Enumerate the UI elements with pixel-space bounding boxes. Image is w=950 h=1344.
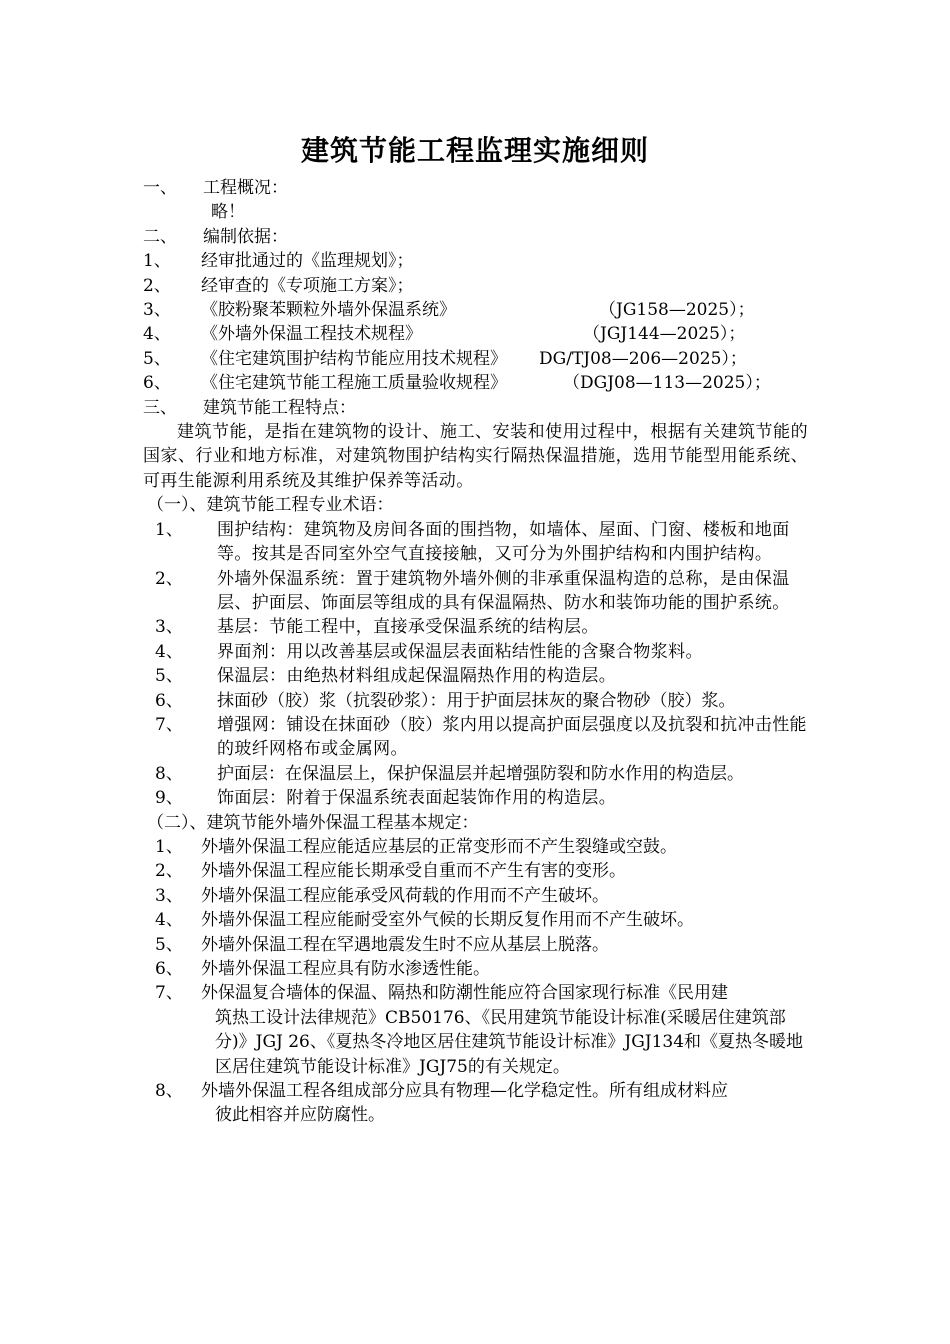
term-item <box>143 518 808 567</box>
term-item <box>143 762 808 786</box>
section-1-body <box>143 200 808 224</box>
section-3-paragraph: 建筑节能，是指在建筑物的设计、施工、安装和使用过程中，根据有关建筑节能的国家、行业和地方标准，对建筑物围护结构实行隔热保温措施，选用节能型用能系统、可再生能源利用系统及其维护保养等活动。 <box>143 422 808 491</box>
term-number: 7、 <box>155 714 183 735</box>
reference-name: 《胶粉聚苯颗粒外墙外保温系统》 <box>201 300 456 321</box>
rule-number: 6、 <box>155 959 183 979</box>
section-number: 三、 <box>143 397 177 418</box>
term-text: 增强网：铺设在抹面砂（胶）浆内用以提高护面层强度以及抗裂和抗冲击性能的玻纤网格布或金属网。 <box>217 714 807 760</box>
reference-name: 《住宅建筑围护结构节能应用技术规程》 <box>201 348 507 369</box>
rule-number: 1、 <box>155 836 183 857</box>
term-number: 5、 <box>155 666 183 687</box>
rule-item <box>143 859 808 883</box>
term-number: 8、 <box>155 763 183 784</box>
rule-text-continued: 彼此相容并应防腐性。 <box>215 1105 385 1126</box>
reference-item <box>143 249 808 273</box>
reference-number: 1、 <box>143 251 171 272</box>
document-body <box>143 176 808 1128</box>
section-number: 二、 <box>143 226 177 247</box>
rule-text: 外墙外保温工程应具有防水渗透性能。 <box>201 959 490 979</box>
rule-text: 外保温复合墙体的保温、隔热和防潮性能应符合国家现行标准《民用建 <box>201 983 728 1004</box>
rule-text: 外墙外保温工程各组成部分应具有物理—化学稳定性。所有组成材料应 <box>201 1081 728 1102</box>
rule-text-block <box>201 981 808 1079</box>
reference-code: （DGJ08—113—2025）； <box>563 373 771 394</box>
section-3-heading <box>143 396 808 420</box>
reference-number: 5、 <box>143 348 171 369</box>
reference-name: 《外墙外保温工程技术规程》 <box>201 324 422 345</box>
section-body-text: 略！ <box>211 202 245 223</box>
rule-item <box>143 908 808 932</box>
rule-text-block <box>201 1079 808 1128</box>
term-number: 3、 <box>155 617 183 638</box>
reference-item <box>143 371 808 395</box>
term-item <box>143 664 808 688</box>
page-title: 建筑节能工程监理实施细则 <box>300 134 649 167</box>
term-item <box>143 713 808 762</box>
term-number: 1、 <box>155 519 183 540</box>
term-text: 围护结构：建筑物及房间各面的围挡物，如墙体、屋面、门窗、楼板和地面等。按其是否同室外空气直接接触，又可分为外围护结构和内围护结构。 <box>217 519 790 565</box>
reference-item <box>143 347 808 371</box>
reference-name: 经审查的《专项施工方案》； <box>201 275 414 296</box>
term-item <box>143 615 808 639</box>
rule-item <box>143 884 808 908</box>
reference-code: （JG158—2025）； <box>599 300 755 321</box>
rule-number: 8、 <box>155 1081 183 1102</box>
reference-item <box>143 274 808 298</box>
term-text: 护面层：在保温层上，保护保温层并起增强防裂和防水作用的构造层。 <box>217 763 744 784</box>
reference-number: 6、 <box>143 373 171 394</box>
reference-number: 2、 <box>143 275 171 296</box>
term-item <box>143 640 808 664</box>
rule-number: 3、 <box>155 885 183 906</box>
reference-item <box>143 322 808 346</box>
section-label: 工程概况： <box>203 178 288 198</box>
reference-item <box>143 298 808 322</box>
term-item <box>143 689 808 713</box>
rule-number: 5、 <box>155 934 183 955</box>
section-number: 一、 <box>143 178 177 198</box>
rule-item <box>143 957 808 981</box>
reference-code: （JGJ144—2025）； <box>583 324 746 345</box>
reference-name: 经审批通过的《监理规划》； <box>201 251 414 272</box>
rule-text: 外墙外保温工程在罕遇地震发生时不应从基层上脱落。 <box>201 934 609 955</box>
section-2-heading <box>143 225 808 249</box>
rule-number: 2、 <box>155 861 183 882</box>
reference-name: 《住宅建筑节能工程施工质量验收规程》 <box>201 373 507 394</box>
rule-text: 外墙外保温工程应能长期承受自重而不产生有害的变形。 <box>201 861 626 882</box>
section-label: 编制依据： <box>203 226 288 247</box>
term-number: 6、 <box>155 690 183 711</box>
rule-item <box>143 835 808 859</box>
rule-item <box>143 981 808 1079</box>
rule-text-continued: 筑热工设计法律规范》CB50176、《民用建筑节能设计标准(采暖居住建筑部分)》JGJ 26、《夏热冬冷地区居住建筑节能设计标准》JGJ134和《夏热冬暖地区居住建筑节能设计标准》JGJ75的有关规定。 <box>215 1007 804 1077</box>
section-1-heading <box>143 176 808 200</box>
term-text: 外墙外保温系统：置于建筑物外墙外侧的非承重保温构造的总称，是由保温层、护面层、饰面层等组成的具有保温隔热、防水和装饰功能的围护系统。 <box>217 568 790 613</box>
term-item <box>143 567 808 616</box>
term-number: 2、 <box>155 568 183 589</box>
reference-code: DG/TJ08—206—2025）； <box>539 348 747 369</box>
rules-heading: （二）、建筑节能外墙外保温工程基本规定： <box>147 812 479 833</box>
rule-item <box>143 933 808 957</box>
rule-number: 7、 <box>155 983 183 1004</box>
term-item <box>143 786 808 810</box>
reference-number: 4、 <box>143 324 171 345</box>
section-label: 建筑节能工程特点： <box>203 397 356 418</box>
term-number: 4、 <box>155 641 183 662</box>
rule-text: 外墙外保温工程应能适应基层的正常变形而不产生裂缝或空鼓。 <box>201 836 677 857</box>
rule-text: 外墙外保温工程应能耐受室外气候的长期反复作用而不产生破坏。 <box>201 910 694 931</box>
term-text: 基层：节能工程中，直接承受保温系统的结构层。 <box>217 617 599 638</box>
term-text: 界面剂：用以改善基层或保温层表面粘结性能的含聚合物浆料。 <box>217 641 703 662</box>
rule-number: 4、 <box>155 910 183 931</box>
term-number: 9、 <box>155 788 183 809</box>
term-text: 保温层：由绝热材料组成起保温隔热作用的构造层。 <box>217 666 617 687</box>
terms-heading: （一）、建筑节能工程专业术语： <box>147 495 394 516</box>
term-text: 抹面砂（胶）浆（抗裂砂浆）：用于护面层抹灰的聚合物砂（胶）浆。 <box>217 690 736 711</box>
term-text: 饰面层：附着于保温系统表面起装饰作用的构造层。 <box>217 788 617 809</box>
rule-item <box>143 1079 808 1128</box>
reference-number: 3、 <box>143 300 171 321</box>
rule-text: 外墙外保温工程应能承受风荷载的作用而不产生破坏。 <box>201 885 609 906</box>
